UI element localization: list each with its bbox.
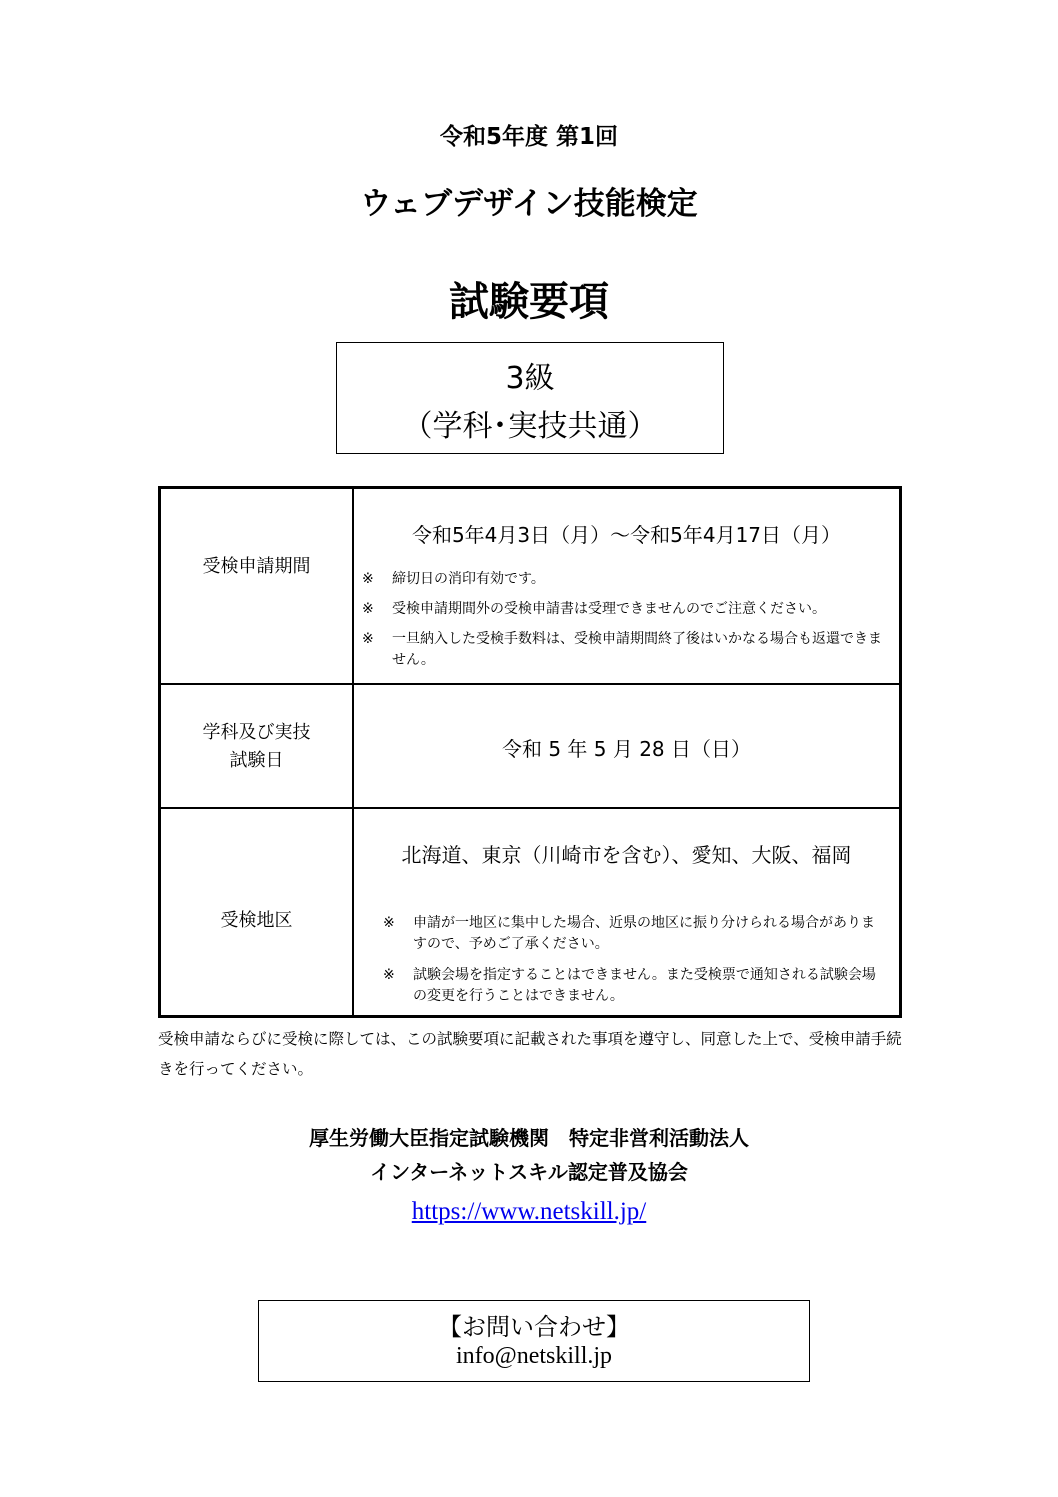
exam-name: ウェブデザイン技能検定 <box>360 186 698 222</box>
exam-date-value: 令和 5 年 5 月 28 日（日） <box>501 737 752 761</box>
table-divider-row2 <box>161 807 899 809</box>
header-year: 令和5年度 第1回 <box>439 124 618 150</box>
note-mark: ※ <box>362 601 374 617</box>
grade-box <box>336 342 724 454</box>
note-text: 受検申請期間外の受検申請書は受理できませんのでご注意ください。 <box>392 601 826 617</box>
contact-heading: 【お問い合わせ】 <box>438 1315 630 1341</box>
note-mark: ※ <box>383 915 395 931</box>
contact-email[interactable]: info@netskill.jp <box>455 1343 613 1369</box>
note-mark: ※ <box>362 571 374 587</box>
table-divider-row1 <box>161 683 899 685</box>
note-text: 締切日の消印有効です。 <box>392 571 545 587</box>
exam-info-table <box>158 486 902 1018</box>
note-mark: ※ <box>383 967 395 983</box>
contact-box <box>258 1300 810 1382</box>
application-period-value: 令和5年4月3日（月）～令和5年4月17日（月） <box>411 523 842 547</box>
grade-level: 3級 <box>505 361 555 396</box>
exam-region-label: 受検地区 <box>220 910 293 931</box>
exam-date-label-line1: 学科及び実技 <box>202 722 311 743</box>
note-text: 申請が一地区に集中した場合、近県の地区に振り分けられる場合がありますので、予めご了承ください。 <box>413 915 875 952</box>
organization-line1: 厚生労働大臣指定試験機関 特定非営利活動法人 <box>309 1126 749 1150</box>
exam-region-value: 北海道、東京（川崎市を含む）、愛知、大阪、福岡 <box>401 843 852 867</box>
exam-date-label-line2: 試験日 <box>229 750 284 771</box>
note-text: 一旦納入した受検手数料は、受検申請期間終了後はいかなる場合も返還できません。 <box>392 631 882 668</box>
application-notice: 受検申請ならびに受検に際しては、この試験要項に記載された事項を遵守し、同意した上で、受検申請手続きを行ってください。 <box>158 1030 902 1078</box>
grade-type: （学科･実技共通） <box>402 409 658 444</box>
website-link[interactable]: https://www.netskill.jp/ <box>411 1198 647 1225</box>
application-period-label: 受検申請期間 <box>202 556 311 577</box>
organization-line2: インターネットスキル認定普及協会 <box>370 1160 688 1184</box>
note-text: 試験会場を指定することはできません。また受検票で通知される試験会場の変更を行うことはできません。 <box>413 967 876 1004</box>
note-mark: ※ <box>362 631 374 647</box>
document-title: 試験要項 <box>449 279 609 325</box>
